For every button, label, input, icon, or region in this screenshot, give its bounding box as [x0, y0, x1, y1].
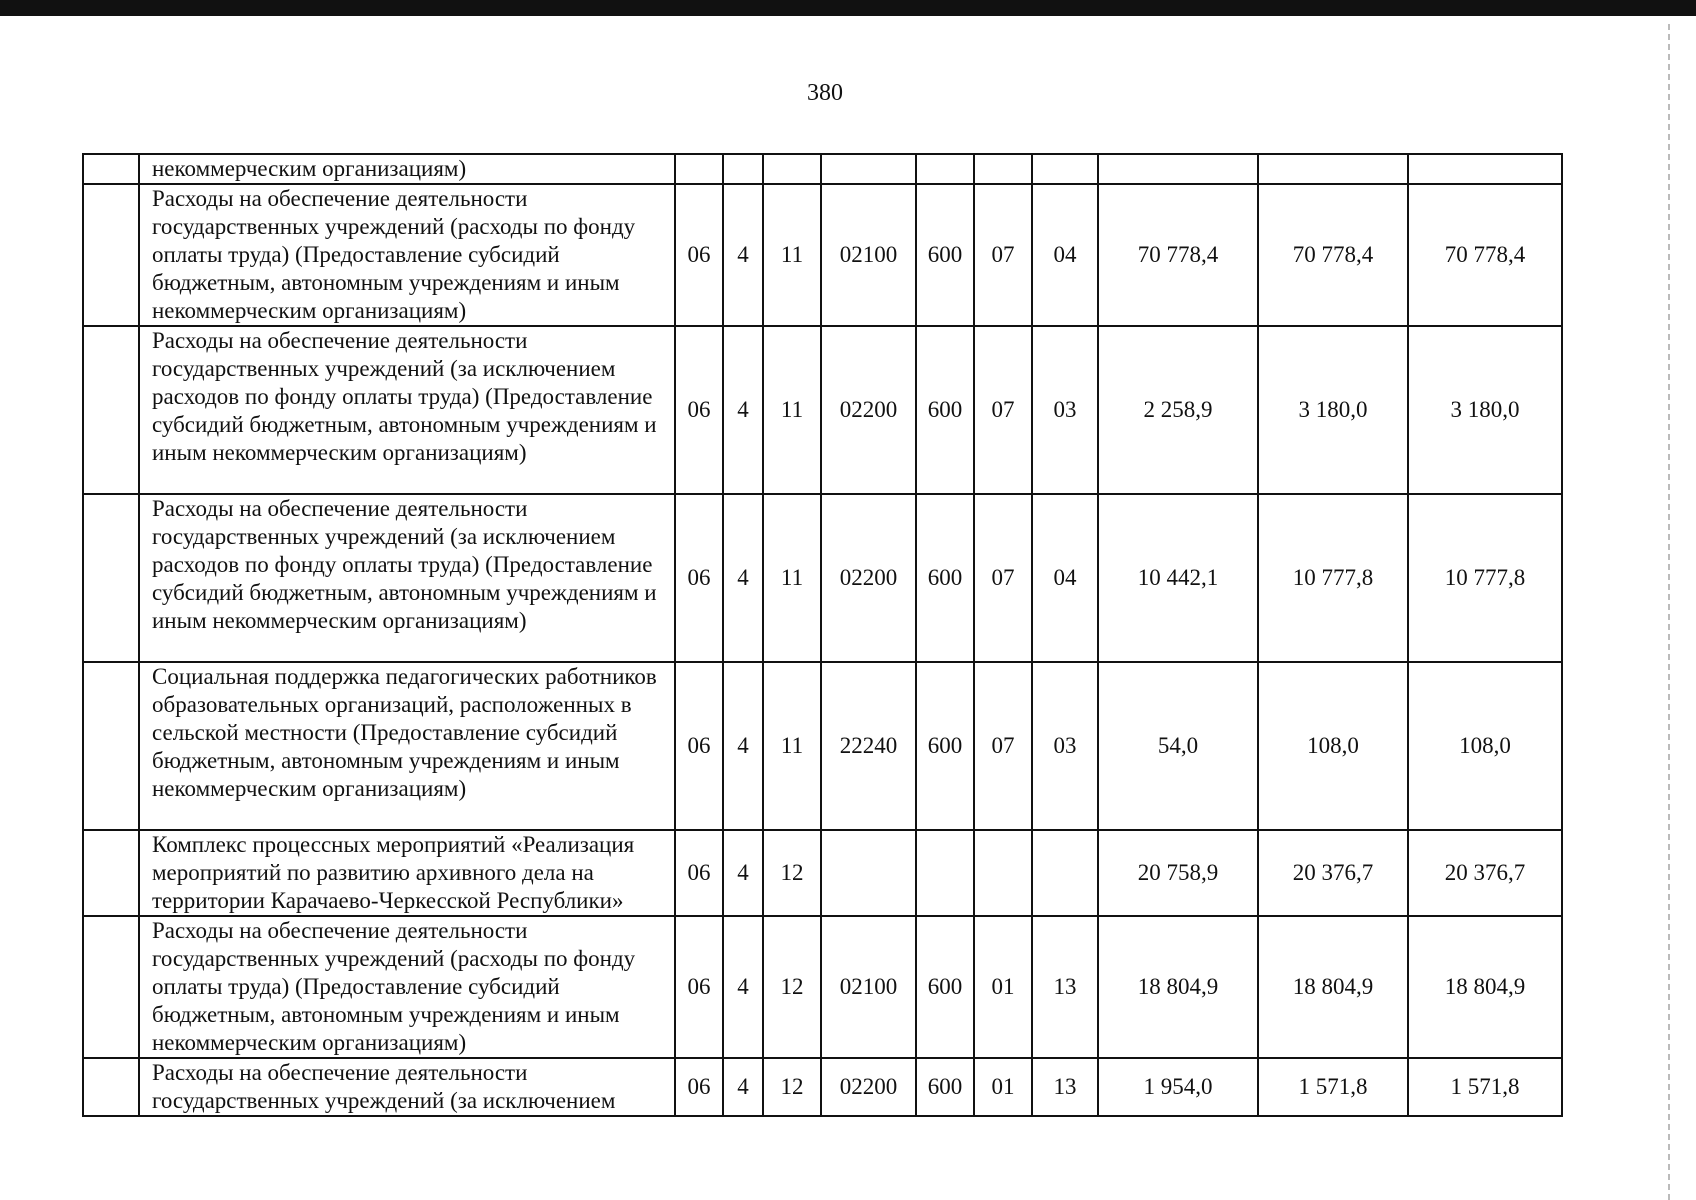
row-number-cell	[83, 154, 139, 184]
code-cell-2	[723, 154, 763, 184]
row-number-cell	[83, 916, 139, 1058]
table-row	[83, 916, 1562, 1058]
code-cell-2: 4	[723, 494, 763, 662]
code-cell-2: 4	[723, 830, 763, 916]
description-cell: Социальная поддержка педагогических работников образовательных организаций, расположенных в сельской местности (Предоставление субсидий бюджетным, автономным учреждениям и иным некоммерческим организациям)	[139, 662, 675, 830]
code-cell-1: 06	[675, 916, 723, 1058]
code-cell-5: 600	[916, 1058, 974, 1116]
code-cell-7: 03	[1032, 326, 1098, 494]
code-cell-4: 02200	[821, 494, 916, 662]
code-cell-4: 02200	[821, 326, 916, 494]
amount-cell-1: 1 954,0	[1098, 1058, 1258, 1116]
amount-cell-1	[1098, 154, 1258, 184]
code-cell-2: 4	[723, 326, 763, 494]
code-cell-4: 02200	[821, 1058, 916, 1116]
description-cell: Расходы на обеспечение деятельности государственных учреждений (за исключением расходов по фонду оплаты труда) (Предоставление субсидий бюджетным, автономным учреждениям и иным некоммерческим организациям)	[139, 494, 675, 662]
code-cell-6: 01	[974, 1058, 1032, 1116]
code-cell-7: 13	[1032, 1058, 1098, 1116]
description-cell: Расходы на обеспечение деятельности государственных учреждений (расходы по фонду оплаты труда) (Предоставление субсидий бюджетным, автономным учреждениям и иным некоммерческим организациям)	[139, 184, 675, 326]
code-cell-6: 07	[974, 184, 1032, 326]
amount-cell-2: 3 180,0	[1258, 326, 1408, 494]
code-cell-5: 600	[916, 494, 974, 662]
amount-cell-3: 20 376,7	[1408, 830, 1562, 916]
code-cell-7	[1032, 154, 1098, 184]
code-cell-6: 07	[974, 494, 1032, 662]
row-number-cell	[83, 184, 139, 326]
code-cell-1: 06	[675, 184, 723, 326]
table-row	[83, 326, 1562, 494]
amount-cell-1: 70 778,4	[1098, 184, 1258, 326]
code-cell-6	[974, 830, 1032, 916]
table-row	[83, 1058, 1562, 1116]
code-cell-7: 13	[1032, 916, 1098, 1058]
page-number: 380	[807, 80, 843, 106]
code-cell-3: 12	[763, 830, 821, 916]
code-cell-7: 04	[1032, 184, 1098, 326]
amount-cell-1: 2 258,9	[1098, 326, 1258, 494]
row-number-cell	[83, 662, 139, 830]
amount-cell-3: 3 180,0	[1408, 326, 1562, 494]
table-row	[83, 830, 1562, 916]
code-cell-1	[675, 154, 723, 184]
code-cell-6: 07	[974, 662, 1032, 830]
code-cell-3	[763, 154, 821, 184]
amount-cell-1: 54,0	[1098, 662, 1258, 830]
description-cell: Расходы на обеспечение деятельности государственных учреждений (расходы по фонду оплаты труда) (Предоставление субсидий бюджетным, автономным учреждениям и иным некоммерческим организациям)	[139, 916, 675, 1058]
code-cell-1: 06	[675, 494, 723, 662]
amount-cell-2: 1 571,8	[1258, 1058, 1408, 1116]
code-cell-5: 600	[916, 916, 974, 1058]
amount-cell-3: 108,0	[1408, 662, 1562, 830]
code-cell-3: 11	[763, 184, 821, 326]
row-number-cell	[83, 494, 139, 662]
description-cell: некоммерческим организациям)	[139, 154, 675, 184]
code-cell-5	[916, 830, 974, 916]
description-cell: Расходы на обеспечение деятельности государственных учреждений (за исключением	[139, 1058, 675, 1116]
amount-cell-2: 18 804,9	[1258, 916, 1408, 1058]
amount-cell-2: 10 777,8	[1258, 494, 1408, 662]
amount-cell-2: 70 778,4	[1258, 184, 1408, 326]
code-cell-3: 11	[763, 662, 821, 830]
amount-cell-2	[1258, 154, 1408, 184]
code-cell-6: 07	[974, 326, 1032, 494]
row-number-cell	[83, 326, 139, 494]
code-cell-3: 12	[763, 916, 821, 1058]
amount-cell-1: 10 442,1	[1098, 494, 1258, 662]
row-number-cell	[83, 1058, 139, 1116]
amount-cell-3	[1408, 154, 1562, 184]
code-cell-4: 22240	[821, 662, 916, 830]
code-cell-2: 4	[723, 1058, 763, 1116]
code-cell-4	[821, 154, 916, 184]
code-cell-4	[821, 830, 916, 916]
code-cell-7: 03	[1032, 662, 1098, 830]
code-cell-3: 11	[763, 326, 821, 494]
description-cell: Комплекс процессных мероприятий «Реализация мероприятий по развитию архивного дела на территории Карачаево-Черкесской Республики»	[139, 830, 675, 916]
code-cell-3: 11	[763, 494, 821, 662]
code-cell-1: 06	[675, 830, 723, 916]
code-cell-6	[974, 154, 1032, 184]
code-cell-5: 600	[916, 662, 974, 830]
code-cell-1: 06	[675, 1058, 723, 1116]
table-row	[83, 662, 1562, 830]
code-cell-4: 02100	[821, 916, 916, 1058]
amount-cell-2: 108,0	[1258, 662, 1408, 830]
amount-cell-1: 18 804,9	[1098, 916, 1258, 1058]
amount-cell-2: 20 376,7	[1258, 830, 1408, 916]
table-row	[83, 154, 1562, 184]
code-cell-4: 02100	[821, 184, 916, 326]
table-row	[83, 184, 1562, 326]
amount-cell-3: 1 571,8	[1408, 1058, 1562, 1116]
scan-right-edge	[1668, 24, 1670, 1200]
code-cell-1: 06	[675, 662, 723, 830]
code-cell-5: 600	[916, 326, 974, 494]
code-cell-2: 4	[723, 662, 763, 830]
amount-cell-1: 20 758,9	[1098, 830, 1258, 916]
code-cell-3: 12	[763, 1058, 821, 1116]
scan-top-border	[0, 0, 1696, 16]
code-cell-7	[1032, 830, 1098, 916]
budget-table	[82, 153, 1563, 1117]
code-cell-1: 06	[675, 326, 723, 494]
amount-cell-3: 18 804,9	[1408, 916, 1562, 1058]
code-cell-2: 4	[723, 184, 763, 326]
row-number-cell	[83, 830, 139, 916]
table-row	[83, 494, 1562, 662]
code-cell-5	[916, 154, 974, 184]
amount-cell-3: 10 777,8	[1408, 494, 1562, 662]
code-cell-2: 4	[723, 916, 763, 1058]
description-cell: Расходы на обеспечение деятельности государственных учреждений (за исключением расходов по фонду оплаты труда) (Предоставление субсидий бюджетным, автономным учреждениям и иным некоммерческим организациям)	[139, 326, 675, 494]
amount-cell-3: 70 778,4	[1408, 184, 1562, 326]
code-cell-7: 04	[1032, 494, 1098, 662]
code-cell-5: 600	[916, 184, 974, 326]
code-cell-6: 01	[974, 916, 1032, 1058]
